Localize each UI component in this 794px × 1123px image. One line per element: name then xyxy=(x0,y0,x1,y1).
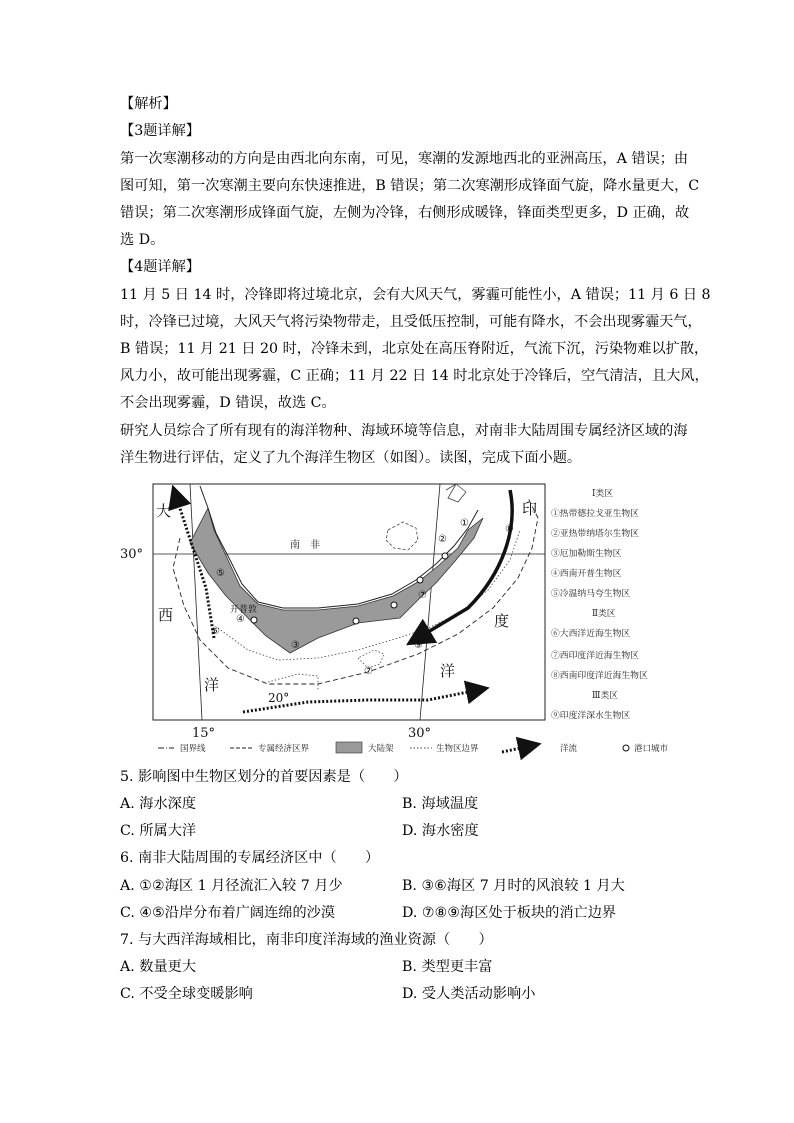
q6-stem: 6. 南非大陆周围的专属经济区中（ ） xyxy=(120,850,380,866)
legend-region-4: ④西南开普生物区 xyxy=(551,569,622,579)
region-label-8: ⑧ xyxy=(505,524,514,535)
legend-region-2: ②亚热带纳塔尔生物区 xyxy=(551,529,639,539)
legend-current-symbol xyxy=(502,746,530,752)
legend-shelf-symbol xyxy=(336,742,362,753)
ocean-label-du: 度 xyxy=(494,612,510,630)
q5-option-d[interactable]: D. 海水密度 xyxy=(402,823,479,839)
city-label-capetown: 开普敦 xyxy=(230,605,258,615)
q5-option-a[interactable]: A. 海水深度 xyxy=(120,796,197,812)
intro-line-1: 研究人员综合了所有现有的海洋物种、海域环境等信息，对南非大陆周围专属经济区域的海 xyxy=(120,423,688,439)
legend-bio-label: 生物区边界 xyxy=(436,744,479,754)
q4-heading: 【4题详解】 xyxy=(120,259,200,275)
lat-label-20: 20° xyxy=(268,691,290,705)
legend-port-label: 港口城市 xyxy=(634,744,669,754)
q7-option-d[interactable]: D. 受人类活动影响小 xyxy=(402,986,536,1002)
analysis-heading: 【解析】 xyxy=(120,96,177,112)
q6-option-b[interactable]: B. ③⑥海区 7 月时的风浪较 1 月大 xyxy=(402,878,625,894)
q3-line-2: 图可知，第一次寒潮主要向东快速推进，B 错误；第二次寒潮形成锋面气旋，降水量更大，C xyxy=(120,178,700,194)
ocean-label-xi: 西 xyxy=(158,606,174,624)
region-label-3: ③ xyxy=(291,640,300,651)
q5-stem: 5. 影响图中生物区划分的首要因素是（ ） xyxy=(120,769,408,785)
legend-port-symbol xyxy=(623,745,629,751)
q6-option-d[interactable]: D. ⑦⑧⑨海区处于板块的消亡边界 xyxy=(402,905,617,921)
region-label-6: ⑥ xyxy=(211,626,220,637)
q7-stem: 7. 与大西洋海域相比，南非印度洋海域的渔业资源（ ） xyxy=(120,932,493,948)
legend-region-8: ⑧西南印度洋近海生物区 xyxy=(551,671,648,681)
port-3 xyxy=(417,577,423,583)
legend-shelf-label: 大陆架 xyxy=(368,744,394,754)
ocean-label-yin: 印 xyxy=(522,500,538,518)
region-label-7b: ⑦ xyxy=(364,666,373,677)
legend-region-6: ⑥大西洋近海生物区 xyxy=(551,629,631,639)
q3-heading: 【3题详解】 xyxy=(120,123,200,139)
port-1 xyxy=(353,618,359,624)
legend-class-3: Ⅲ类区 xyxy=(592,691,619,701)
legend-class-1: Ⅰ类区 xyxy=(592,489,614,499)
ocean-label-da: 大 xyxy=(156,502,172,520)
legend-class-2: Ⅱ类区 xyxy=(592,609,616,619)
q6-option-c[interactable]: C. ④⑤沿岸分布着广阔连绵的沙漠 xyxy=(120,905,336,921)
region-label-7: ⑦ xyxy=(418,590,427,601)
q7-option-b[interactable]: B. 类型更丰富 xyxy=(402,959,493,975)
legend-region-9: ⑨印度洋深水生物区 xyxy=(551,711,631,721)
legend-border-label: 国界线 xyxy=(180,744,206,754)
q4-line-1: 11 月 5 日 14 时，冷锋即将过境北京，会有大风天气，雾霾可能性小，A 错误；11 月 6 日 8 xyxy=(120,287,711,303)
intro-line-2: 洋生物进行评估，定义了九个海洋生物区（如图）。读图，完成下面小题。 xyxy=(120,450,582,466)
ocean-label-yang-w: 洋 xyxy=(204,676,220,694)
lat-label-30: 30° xyxy=(120,547,144,562)
ocean-label-yang-e: 洋 xyxy=(440,662,456,680)
region-label-2: ② xyxy=(438,534,447,545)
legend-region-3: ③厄加勒斯生物区 xyxy=(551,549,622,559)
q4-line-4: 风力小，故可能出现雾霾，C 正确；11 月 22 日 14 时北京处于冷锋后，空气清洁，且大风， xyxy=(120,368,709,384)
lon-label-15: 15° xyxy=(192,726,216,741)
q7-option-a[interactable]: A. 数量更大 xyxy=(120,959,197,975)
country-label: 南 非 xyxy=(290,540,320,551)
q3-line-3: 错误；第二次寒潮形成锋面气旋，左侧为冷锋，右侧形成暖锋，锋面类型更多，D 正确，故 xyxy=(120,205,690,221)
region-label-9: ⑨ xyxy=(414,640,423,651)
legend-region-7: ⑦西印度洋近海生物区 xyxy=(551,651,639,661)
q7-option-c[interactable]: C. 不受全球变暖影响 xyxy=(120,986,253,1002)
port-capetown xyxy=(251,617,257,623)
lon-label-30: 30° xyxy=(408,726,432,741)
legend-region-1: ①热带德拉戈亚生物区 xyxy=(551,509,639,519)
legend-eez-label: 专属经济区界 xyxy=(258,744,310,754)
legend-current-label: 洋流 xyxy=(560,744,578,754)
q5-option-b[interactable]: B. 海域温度 xyxy=(402,796,479,812)
port-4 xyxy=(442,553,448,559)
q4-line-5: 不会出现雾霾，D 错误，故选 C。 xyxy=(120,395,336,411)
marine-bioregion-map xyxy=(118,478,688,763)
region-label-1: ① xyxy=(460,518,469,529)
q3-line-1: 第一次寒潮移动的方向是由西北向东南，可见，寒潮的发源地西北的亚洲高压，A 错误；由 xyxy=(120,151,689,167)
q4-line-3: B 错误；11 月 21 日 20 时，冷锋未到，北京处在高压脊附近，气流下沉，污染物难以扩散， xyxy=(120,341,709,357)
region-label-4: ④ xyxy=(236,614,245,625)
q5-option-c[interactable]: C. 所属大洋 xyxy=(120,823,197,839)
region-label-5: ⑤ xyxy=(216,568,225,579)
q4-line-2: 时，冷锋已过境，大风天气将污染物带走，且受低压控制，可能有降水，不会出现雾霾天气， xyxy=(120,314,702,330)
q3-line-4: 选 D。 xyxy=(120,232,165,248)
q6-option-a[interactable]: A. ①②海区 1 月径流汇入较 7 月少 xyxy=(120,878,343,894)
port-2 xyxy=(391,602,397,608)
legend-region-5: ⑤冷温纳马夸生物区 xyxy=(551,589,631,599)
